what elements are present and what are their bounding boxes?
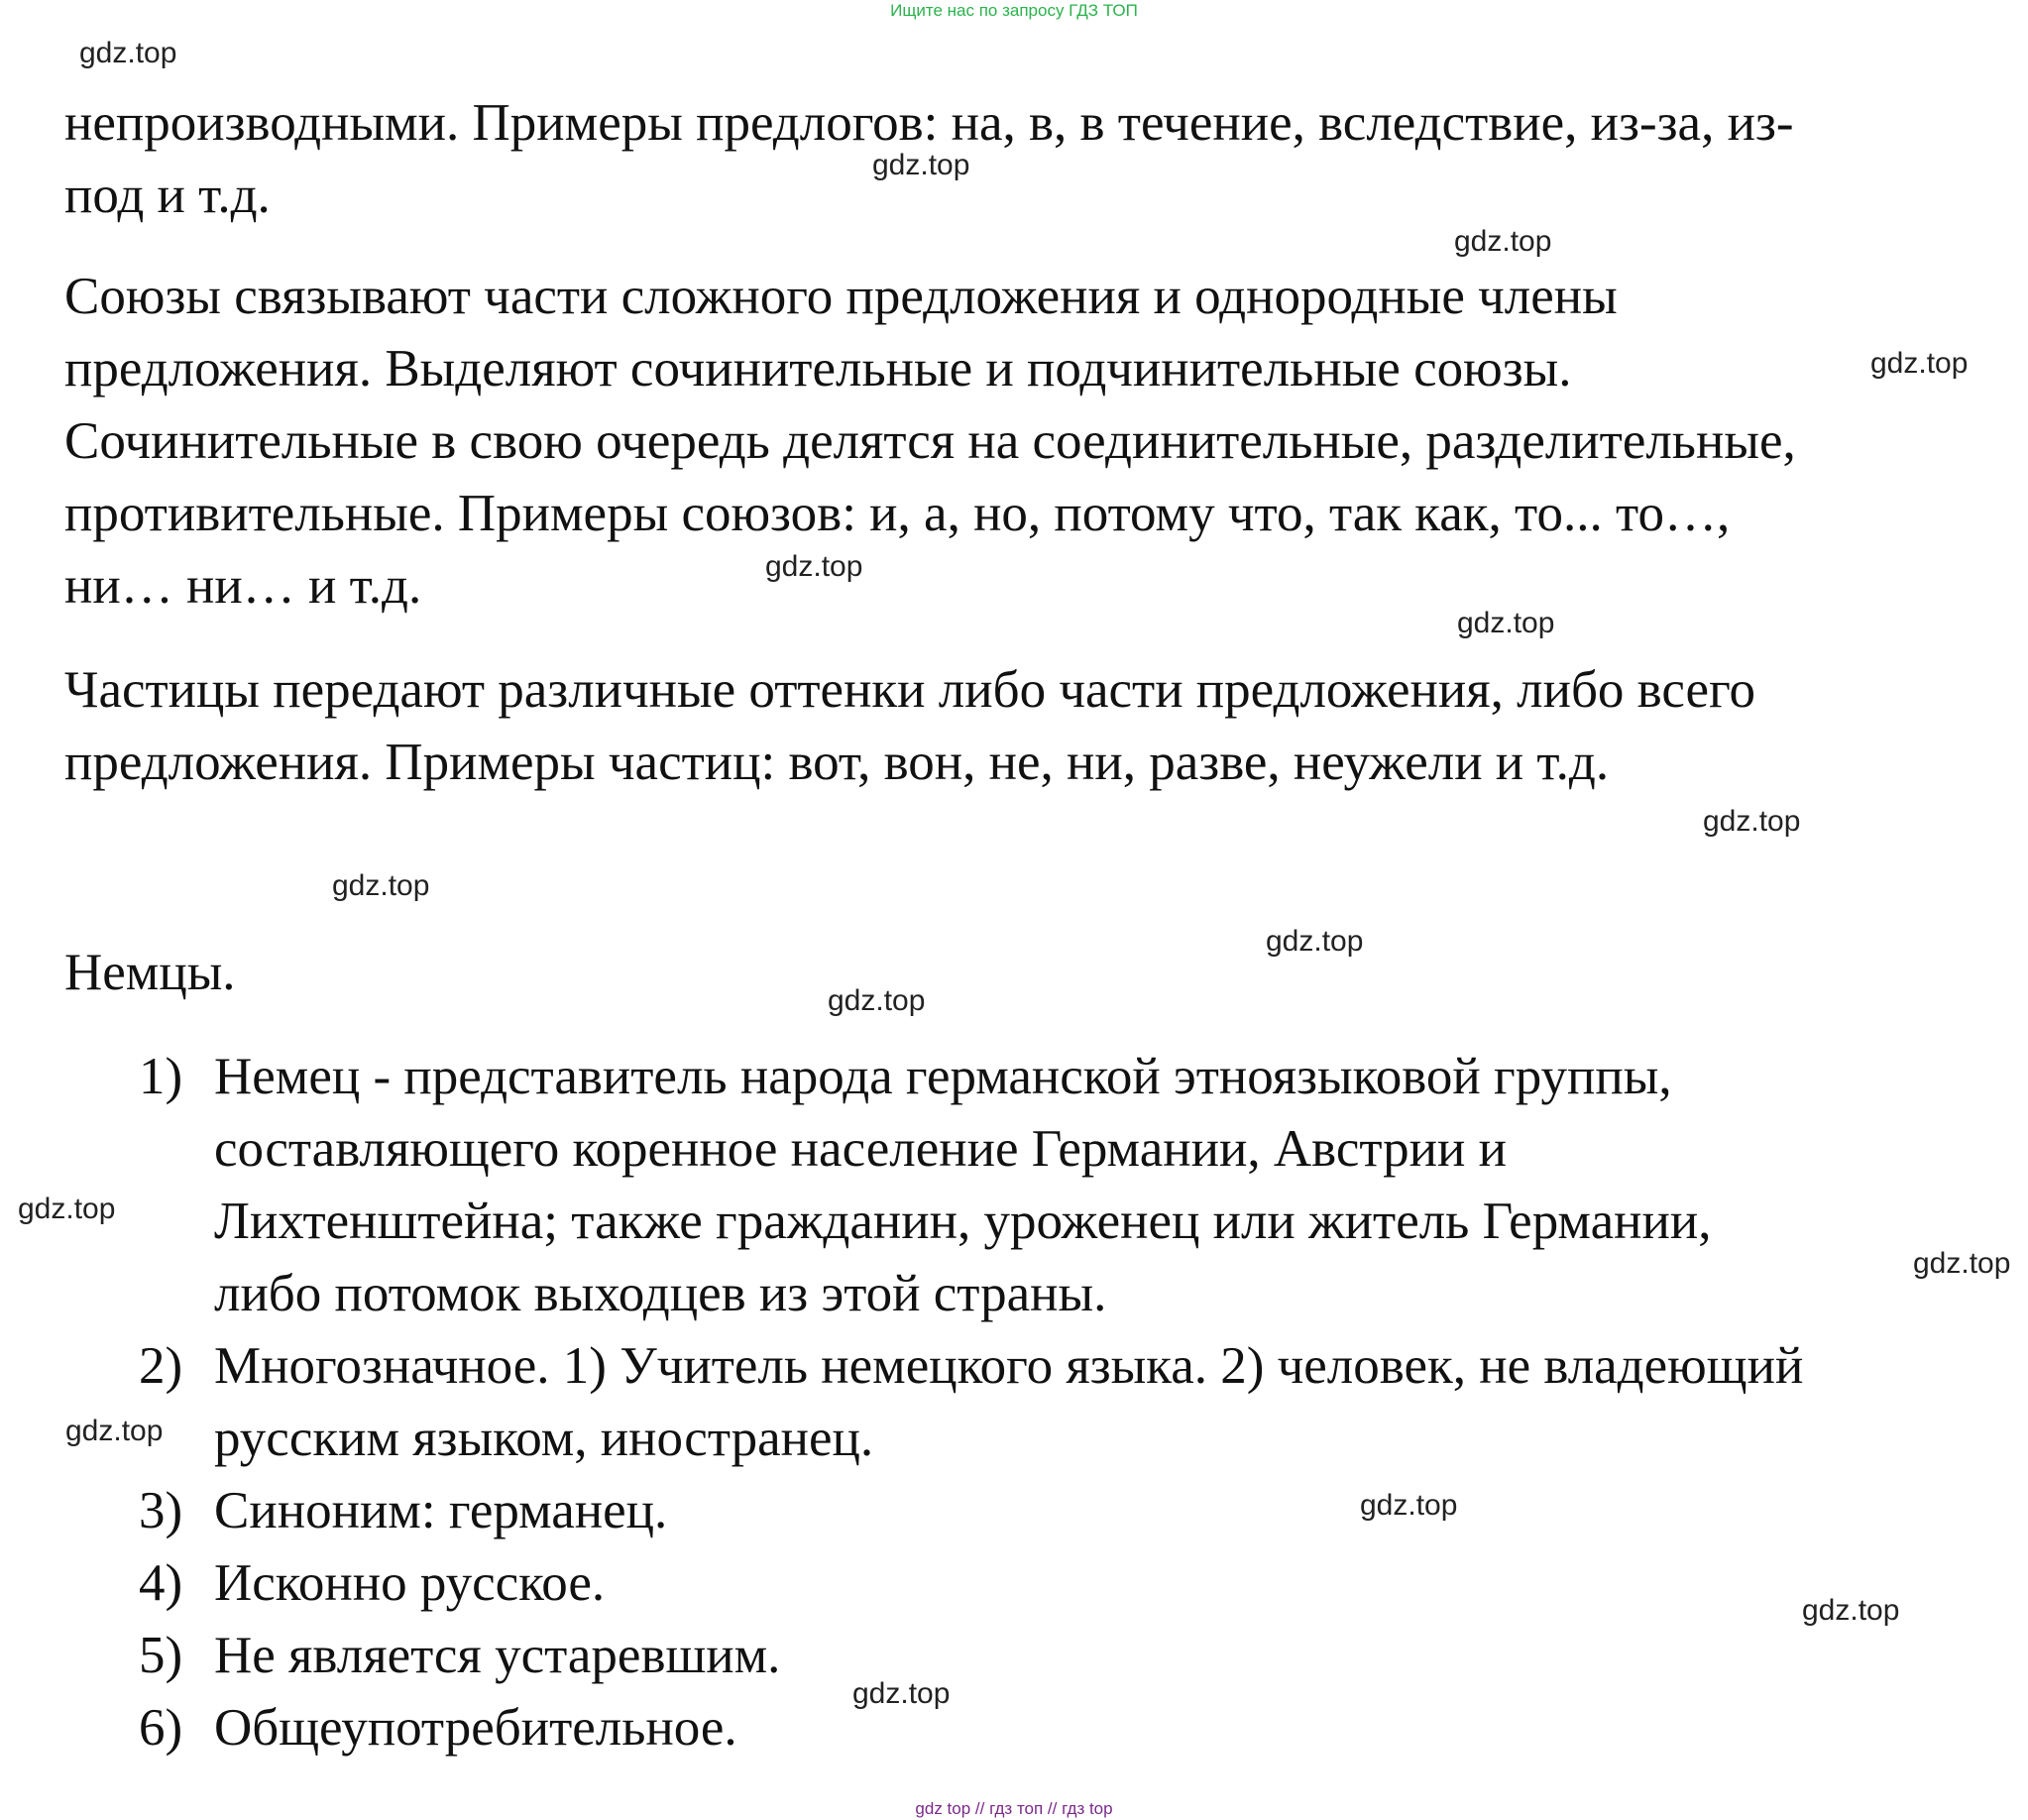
word-heading: Немцы. <box>64 944 236 1001</box>
text-line: непроизводными. Примеры предлогов: на, в, в течение, вследствие, из-за, из- <box>64 94 1794 152</box>
list-item <box>0 1620 2028 1692</box>
list-number: 5) <box>139 1627 183 1684</box>
text-line: предложения. Примеры частиц: вот, вон, не, ни, разве, неужели и т.д. <box>64 734 1610 791</box>
text-line: Не является устаревшим. <box>214 1627 781 1684</box>
text-line: составляющего коренное население Германии, Австрии и <box>214 1120 1508 1178</box>
watermark: gdz.top <box>65 1415 164 1447</box>
watermark: gdz.top <box>765 550 863 583</box>
watermark: gdz.top <box>1266 925 1364 958</box>
footer-banner: gdz top // гдз топ // гдз top <box>915 1799 1113 1818</box>
watermark: gdz.top <box>18 1193 116 1225</box>
list-item <box>0 1547 2028 1620</box>
paragraph-conjunctions <box>64 261 2007 623</box>
watermark: gdz.top <box>1870 347 1969 380</box>
text-line: противительные. Примеры союзов: и, а, но, потому что, так как, то... то…, <box>64 485 1731 542</box>
watermark: gdz.top <box>1360 1489 1458 1522</box>
paragraph-prepositions <box>64 87 2007 232</box>
text-line: русским языком, иностранец. <box>214 1410 874 1467</box>
text-line: ни… ни… и т.д. <box>64 557 422 615</box>
text-line: Частицы передают различные оттенки либо части предложения, либо всего <box>64 661 1755 719</box>
paragraph-particles <box>64 654 2007 799</box>
list-item <box>0 1330 2028 1475</box>
text-line: Сочинительные в свою очередь делятся на соединительные, разделительные, <box>64 412 1796 470</box>
watermark: gdz.top <box>1802 1594 1900 1627</box>
watermark: gdz.top <box>1913 1247 2011 1280</box>
list-item <box>0 1041 2028 1330</box>
watermark: gdz.top <box>852 1677 951 1710</box>
watermark: gdz.top <box>1703 805 1801 838</box>
watermark: gdz.top <box>1454 225 1552 258</box>
list-number: 6) <box>139 1699 183 1757</box>
watermark: gdz.top <box>828 984 926 1017</box>
text-line: либо потомок выходцев из этой страны. <box>214 1265 1107 1322</box>
watermark: gdz.top <box>332 869 430 902</box>
list-number: 3) <box>139 1482 183 1539</box>
text-line: Многозначное. 1) Учитель немецкого языка. 2) человек, не владеющий <box>214 1337 1804 1395</box>
word-analysis-list <box>0 1041 2028 1764</box>
watermark: gdz.top <box>1457 607 1555 639</box>
text-line: Немец - представитель народа германской этноязыковой группы, <box>214 1048 1672 1105</box>
watermark: gdz.top <box>79 37 177 69</box>
text-line: Лихтенштейна; также гражданин, уроженец или житель Германии, <box>214 1193 1712 1250</box>
list-item <box>0 1475 2028 1547</box>
top-banner: Ищите нас по запросу ГДЗ ТОП <box>890 1 1138 20</box>
text-line: Исконно русское. <box>214 1554 606 1612</box>
text-line: Общеупотребительное. <box>214 1699 737 1757</box>
list-number: 2) <box>139 1337 183 1395</box>
text-line: предложения. Выделяют сочинительные и подчинительные союзы. <box>64 340 1572 398</box>
text-line: под и т.д. <box>64 167 271 224</box>
list-item <box>0 1692 2028 1764</box>
watermark: gdz.top <box>872 149 970 181</box>
list-number: 1) <box>139 1048 183 1105</box>
list-number: 4) <box>139 1554 183 1612</box>
text-line: Синоним: германец. <box>214 1482 668 1539</box>
text-line: Союзы связывают части сложного предложения и однородные члены <box>64 268 1618 325</box>
